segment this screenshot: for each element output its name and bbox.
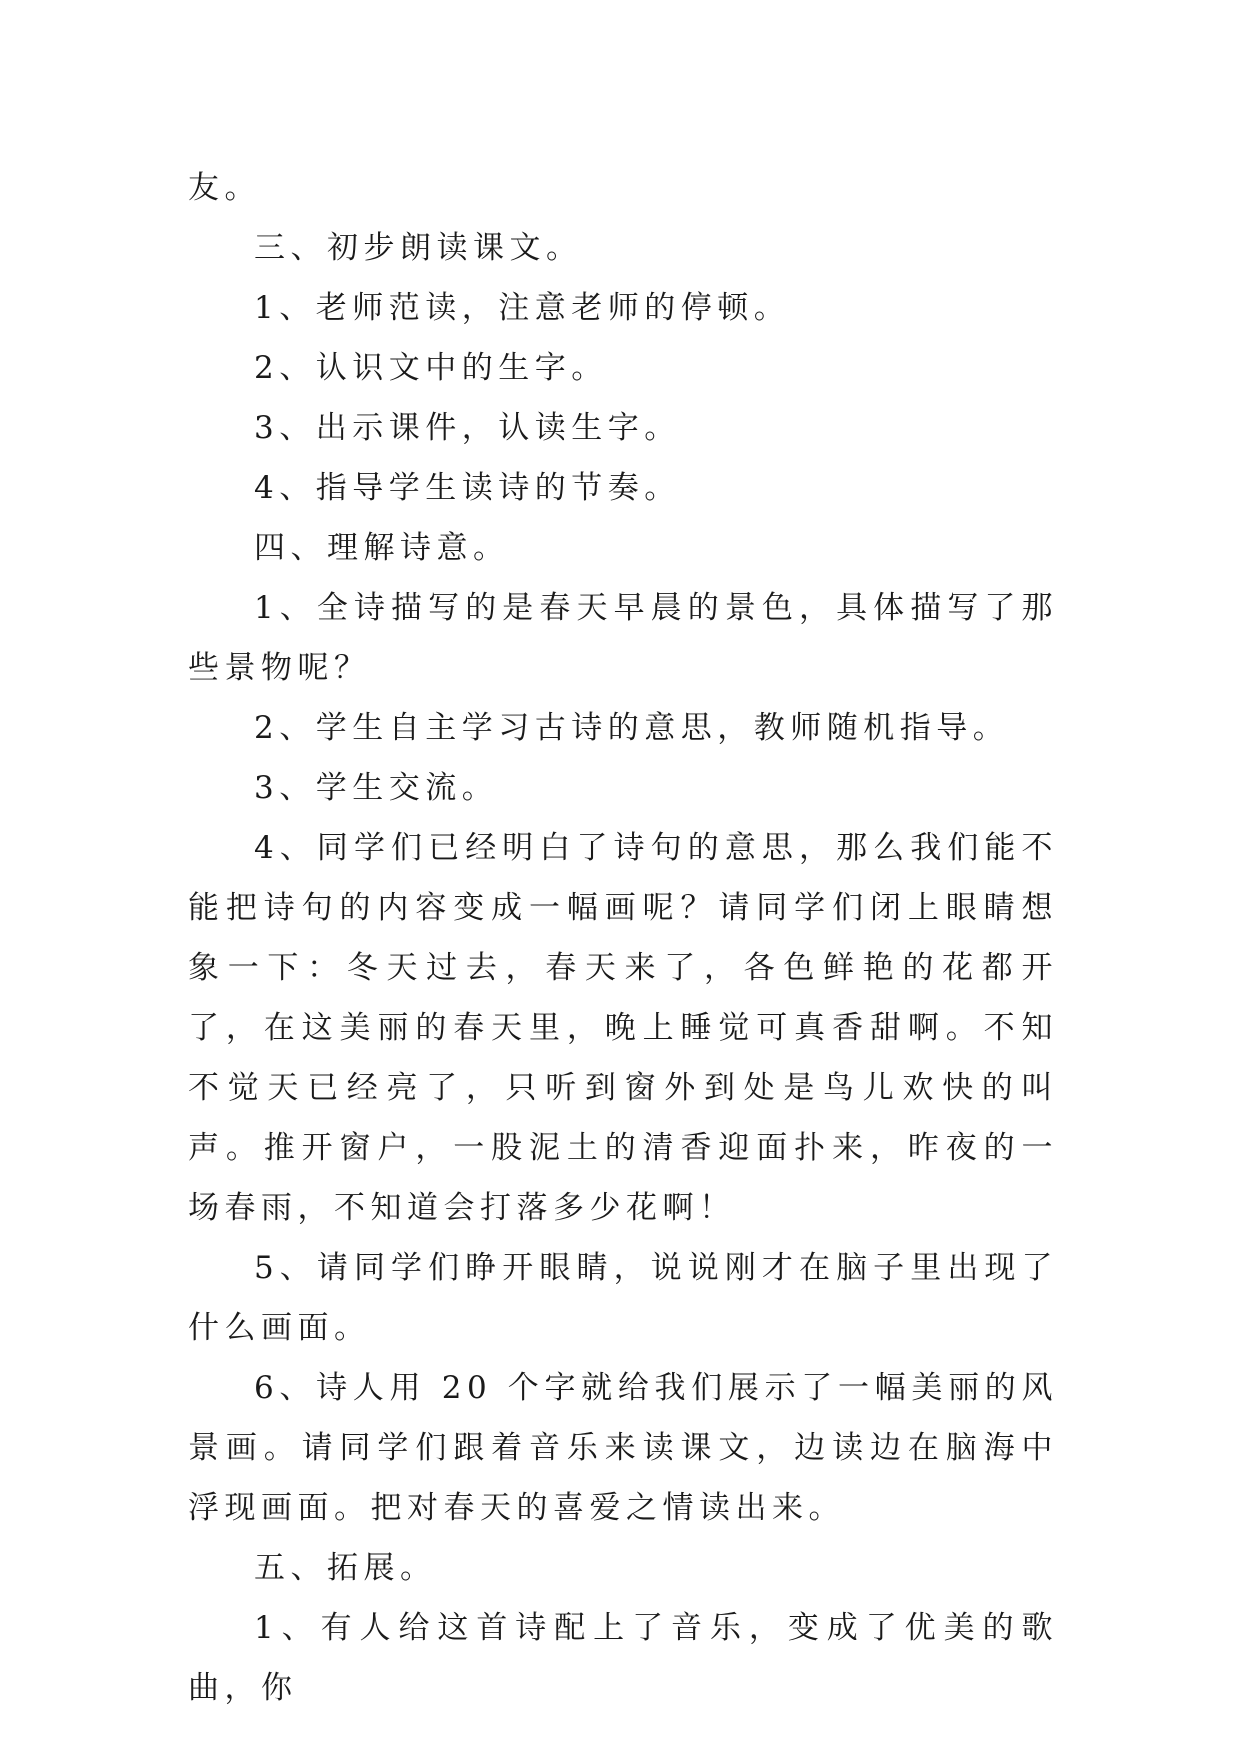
list-item: 3、出示课件，认读生字。 — [254, 410, 681, 446]
document-body — [188, 158, 1058, 1718]
section-heading: 五、拓展。 — [254, 1550, 437, 1586]
list-item: 1、有人给这首诗配上了音乐，变成了优美的歌曲，你 — [188, 1610, 1058, 1706]
list-item: 6、诗人用 20 个字就给我们展示了一幅美丽的风景画。请同学们跟着音乐来读课文，边读边在脑海中浮现画面。把对春天的喜爱之情读出来。 — [188, 1370, 1058, 1526]
list-item: 4、指导学生读诗的节奏。 — [254, 470, 681, 506]
list-item: 1、全诗描写的是春天早晨的景色，具体描写了那些景物呢？ — [188, 590, 1058, 686]
list-item: 3、学生交流。 — [254, 770, 499, 806]
list-item: 2、认识文中的生字。 — [254, 350, 608, 386]
section-heading: 三、初步朗读课文。 — [254, 230, 583, 266]
section-heading: 四、理解诗意。 — [254, 530, 510, 566]
list-item: 1、老师范读，注意老师的停顿。 — [254, 290, 791, 326]
list-item: 2、学生自主学习古诗的意思，教师随机指导。 — [254, 710, 1010, 746]
paragraph: 友。 — [188, 170, 261, 206]
list-item: 4、同学们已经明白了诗句的意思，那么我们能不能把诗句的内容变成一幅画呢？请同学们闭上眼睛想象一下：冬天过去，春天来了，各色鲜艳的花都开了，在这美丽的春天里，晚上睡觉可真香甜啊。不知不觉天已经亮了，只听到窗外到处是鸟儿欢快的叫声。推开窗户，一股泥土的清香迎面扑来，昨夜的一场春雨，不知道会打落多少花啊！ — [188, 830, 1058, 1226]
list-item: 5、请同学们睁开眼睛，说说刚才在脑子里出现了什么画面。 — [188, 1250, 1058, 1346]
